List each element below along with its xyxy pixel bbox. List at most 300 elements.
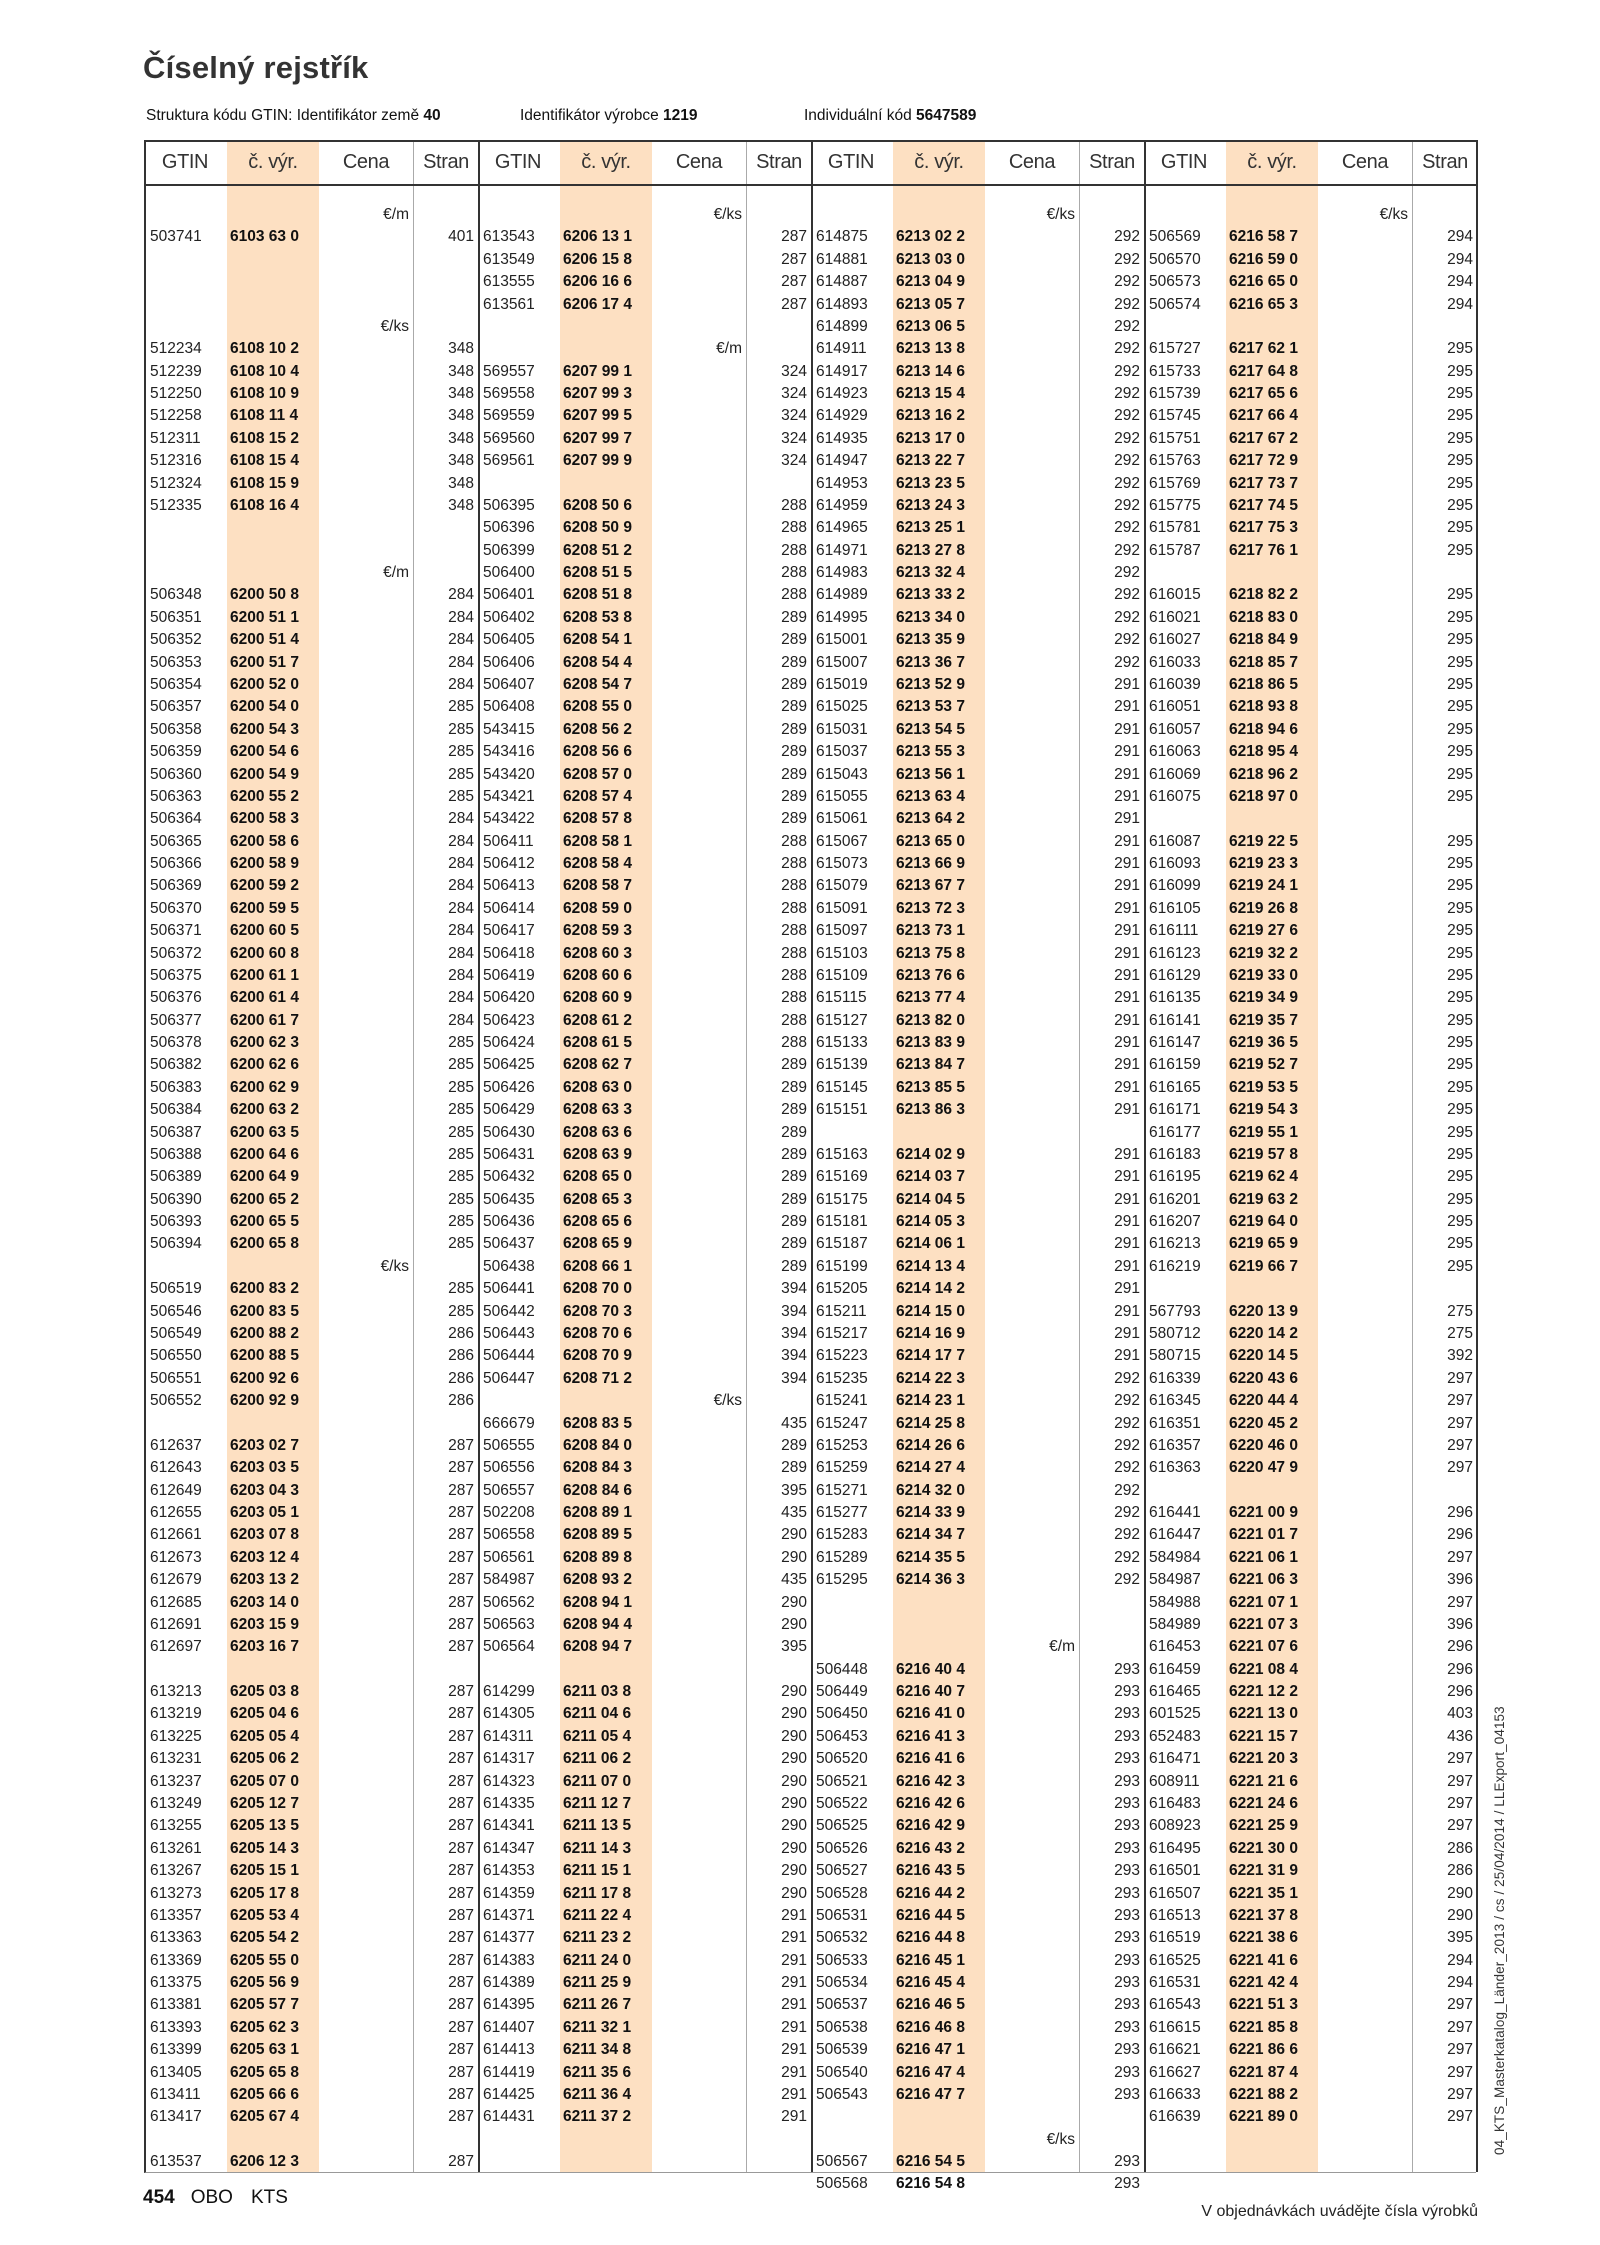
catalog-page-ref: 293 (1114, 2153, 1140, 2171)
catalog-page-ref: 284 (448, 631, 474, 649)
product-number: 6208 56 2 (563, 720, 632, 738)
gtin-code: 616105 (1149, 899, 1201, 917)
gtin-code: 502208 (483, 1504, 535, 1522)
catalog-page-ref: 289 (781, 1459, 807, 1477)
gtin-code: 506413 (483, 877, 535, 895)
catalog-page-ref: 295 (1447, 922, 1473, 940)
gtin-code: 616459 (1149, 1660, 1201, 1678)
group-divider (1144, 140, 1146, 2172)
gtin-code: 506399 (483, 541, 535, 559)
product-number: 6211 37 2 (563, 2108, 632, 2126)
price-unit-label: €/ks (1379, 206, 1408, 223)
product-number: 6221 06 1 (1229, 1548, 1298, 1566)
catalog-page-ref: 297 (1447, 1392, 1473, 1410)
catalog-page-ref: 324 (781, 407, 807, 425)
product-number: 6207 99 3 (563, 385, 632, 403)
product-number: 6211 23 2 (563, 1929, 632, 1947)
catalog-page-ref: 287 (448, 2041, 474, 2059)
product-number: 6216 59 0 (1229, 250, 1298, 268)
product-number: 6214 06 1 (896, 1235, 965, 1253)
gtin-code: 506435 (483, 1190, 535, 1208)
gtin-code: 616111 (1149, 922, 1199, 940)
catalog-page-ref: 289 (781, 1056, 807, 1074)
catalog-page-ref: 285 (448, 743, 474, 761)
catalog-page-ref: 290 (781, 1839, 807, 1857)
catalog-page-ref: 292 (1114, 362, 1140, 380)
gtin-code: 506570 (1149, 250, 1201, 268)
product-number: 6200 61 1 (230, 966, 299, 984)
gtin-code: 616531 (1149, 1974, 1201, 1992)
gtin-code: 543421 (483, 787, 535, 805)
product-number: 6216 46 5 (896, 1996, 965, 2014)
individual-code: 5647589 (916, 107, 977, 124)
product-number: 6205 04 6 (230, 1705, 299, 1723)
gtin-code: 616363 (1149, 1459, 1201, 1477)
catalog-page-ref: 284 (448, 832, 474, 850)
gtin-code: 506393 (150, 1213, 202, 1231)
product-number: 6208 66 1 (563, 1257, 632, 1275)
product-number: 6200 59 5 (230, 899, 299, 917)
gtin-code: 506447 (483, 1369, 535, 1387)
product-number: 6108 11 4 (230, 407, 299, 425)
catalog-page-ref: 435 (781, 1571, 807, 1589)
product-number: 6216 42 6 (896, 1794, 965, 1812)
gtin-code: 506562 (483, 1593, 535, 1611)
gtin-code: 506370 (150, 899, 202, 917)
gtin-code: 612661 (150, 1526, 202, 1544)
product-number: 6221 88 2 (1229, 2085, 1298, 2103)
catalog-page-ref: 297 (1447, 1817, 1473, 1835)
product-number: 6208 50 6 (563, 496, 632, 514)
catalog-page-ref: 292 (1114, 452, 1140, 470)
product-number: 6216 42 3 (896, 1772, 965, 1790)
catalog-page-ref: 394 (781, 1302, 807, 1320)
product-number: 6200 62 9 (230, 1078, 299, 1096)
gtin-code: 608923 (1149, 1817, 1201, 1835)
product-number: 6208 94 1 (563, 1593, 632, 1611)
catalog-page-ref: 295 (1447, 519, 1473, 537)
catalog-page-ref: 275 (1447, 1325, 1473, 1342)
gtin-code: 601525 (1149, 1705, 1201, 1723)
product-number: 6213 33 2 (896, 586, 965, 604)
gtin-code: 613249 (150, 1794, 202, 1812)
catalog-page-ref: 290 (781, 1548, 807, 1566)
gtin-code: 506450 (816, 1705, 868, 1723)
gtin-code: 584989 (1149, 1615, 1201, 1633)
catalog-page-ref: 293 (1114, 1794, 1140, 1812)
gtin-code: 613369 (150, 1951, 202, 1969)
product-number: 6200 65 5 (230, 1213, 299, 1231)
catalog-page-ref: 291 (781, 2063, 807, 2081)
product-number: 6200 55 2 (230, 787, 299, 805)
product-number: 6211 06 2 (563, 1750, 632, 1768)
gtin-code: 613393 (150, 2018, 202, 2036)
product-number: 6213 52 9 (896, 675, 965, 693)
catalog-page-ref: 295 (1447, 631, 1473, 649)
product-number: 6200 51 4 (230, 631, 299, 649)
product-number: 6208 70 3 (563, 1302, 632, 1320)
gtin-code: 615103 (816, 944, 868, 962)
catalog-page-ref: 291 (781, 2018, 807, 2036)
product-number: 6218 93 8 (1229, 698, 1298, 716)
product-number: 6214 27 4 (896, 1459, 965, 1477)
catalog-page-ref: 295 (1447, 496, 1473, 514)
product-number: 6200 83 5 (230, 1302, 299, 1320)
gtin-code: 613375 (150, 1974, 202, 1992)
gtin-structure-country (146, 107, 441, 125)
catalog-page-ref: 396 (1447, 1571, 1473, 1589)
gtin-code: 616135 (1149, 989, 1201, 1007)
gtin-code: 584984 (1149, 1548, 1201, 1566)
catalog-page-ref: 289 (781, 787, 807, 805)
gtin-code: 614305 (483, 1705, 535, 1723)
product-number: 6205 07 0 (230, 1772, 299, 1790)
gtin-code: 614929 (816, 407, 868, 425)
product-number: 6213 85 5 (896, 1078, 965, 1096)
product-number: 6205 06 2 (230, 1750, 299, 1768)
product-number: 6203 16 7 (230, 1638, 299, 1656)
gtin-code: 506453 (816, 1727, 868, 1745)
product-number: 6220 43 6 (1229, 1369, 1298, 1387)
price-unit-label: €/m (383, 206, 409, 223)
catalog-page-ref: 292 (1114, 474, 1140, 492)
gtin-code: 613537 (150, 2153, 202, 2171)
gtin-code: 584987 (483, 1571, 535, 1589)
product-number: 6207 99 1 (563, 362, 632, 380)
catalog-page-ref: 291 (1114, 720, 1140, 738)
catalog-page-ref: 289 (781, 1123, 807, 1141)
product-number: 6219 24 1 (1229, 877, 1298, 895)
gtin-code: 615031 (816, 720, 868, 738)
catalog-page-ref: 295 (1447, 1034, 1473, 1052)
gtin-code: 506364 (150, 810, 202, 828)
price-unit-label: €/ks (1046, 2130, 1075, 2148)
product-number: 6217 62 1 (1229, 340, 1298, 358)
product-number: 6221 21 6 (1229, 1772, 1298, 1790)
product-number: 6216 65 3 (1229, 295, 1298, 313)
product-number: 6216 58 7 (1229, 228, 1298, 246)
product-number: 6108 10 4 (230, 362, 299, 380)
catalog-page-ref: 292 (1114, 385, 1140, 403)
gtin-code: 613255 (150, 1817, 202, 1835)
product-number: 6200 65 2 (230, 1190, 299, 1208)
catalog-page-ref: 290 (781, 1526, 807, 1544)
product-number: 6213 65 0 (896, 832, 965, 850)
gtin-code: 584988 (1149, 1593, 1201, 1611)
gtin-code: 506520 (816, 1750, 868, 1768)
catalog-page-ref: 292 (1114, 653, 1140, 671)
product-number: 6221 06 3 (1229, 1571, 1298, 1589)
catalog-page-ref: 287 (448, 1593, 474, 1611)
product-number: 6214 35 5 (896, 1548, 965, 1566)
catalog-page-ref: 296 (1447, 1638, 1473, 1656)
catalog-page-ref: 294 (1447, 273, 1473, 291)
catalog-page-ref: 295 (1447, 586, 1473, 604)
catalog-page-ref: 297 (1447, 2063, 1473, 2081)
gtin-code: 506438 (483, 1257, 535, 1275)
product-number: 6213 63 4 (896, 787, 965, 805)
gtin-code: 616099 (1149, 877, 1201, 895)
catalog-page-ref: 292 (1114, 429, 1140, 447)
column-header-prod: č. výr. (581, 151, 631, 173)
gtin-code: 506412 (483, 855, 535, 873)
catalog-page-ref: 292 (1114, 295, 1140, 313)
product-number: 6221 24 6 (1229, 1794, 1298, 1812)
gtin-code: 616093 (1149, 855, 1201, 873)
product-number: 6208 62 7 (563, 1056, 632, 1074)
product-number: 6219 23 3 (1229, 855, 1298, 873)
gtin-code: 506431 (483, 1145, 535, 1163)
gtin-code: 616201 (1149, 1190, 1201, 1208)
product-number: 6205 54 2 (230, 1929, 299, 1947)
product-number: 6217 66 4 (1229, 407, 1298, 425)
gtin-code: 615007 (816, 653, 868, 671)
gtin-code: 614995 (816, 608, 868, 626)
gtin-code: 616165 (1149, 1078, 1201, 1096)
product-number: 6205 13 5 (230, 1817, 299, 1835)
catalog-page-ref: 295 (1447, 385, 1473, 403)
catalog-page-ref: 403 (1447, 1705, 1473, 1723)
product-number: 6221 07 3 (1229, 1615, 1298, 1633)
product-number: 6211 07 0 (563, 1772, 632, 1790)
product-number: 6219 62 4 (1229, 1168, 1298, 1186)
gtin-code: 614917 (816, 362, 868, 380)
product-number: 6219 63 2 (1229, 1190, 1298, 1208)
catalog-page-ref: 294 (1447, 1951, 1473, 1969)
gtin-code: 506563 (483, 1615, 535, 1633)
gtin-code: 615043 (816, 765, 868, 783)
product-number: 6200 63 5 (230, 1123, 299, 1141)
catalog-page-ref: 292 (1114, 228, 1140, 246)
catalog-page-ref: 287 (448, 1772, 474, 1790)
product-number: 6218 85 7 (1229, 653, 1298, 671)
gtin-code: 616039 (1149, 675, 1201, 693)
catalog-page-ref: 293 (1114, 2063, 1140, 2081)
product-number: 6205 57 7 (230, 1996, 299, 2014)
catalog-page-ref: 286 (448, 1347, 474, 1365)
catalog-page-ref: 292 (1114, 541, 1140, 559)
gtin-code: 506430 (483, 1123, 535, 1141)
gtin-code: 512335 (150, 496, 202, 514)
catalog-page-ref: 295 (1447, 608, 1473, 626)
product-number: 6213 24 3 (896, 496, 965, 514)
product-number: 6213 14 6 (896, 362, 965, 380)
catalog-page-ref: 289 (781, 1436, 807, 1454)
gtin-code: 614407 (483, 2018, 535, 2036)
catalog-page-ref: 348 (448, 474, 474, 492)
gtin-code: 506540 (816, 2063, 868, 2081)
gtin-code: 616465 (1149, 1683, 1201, 1701)
product-number: 6214 02 9 (896, 1145, 965, 1163)
gtin-code: 615067 (816, 832, 868, 850)
catalog-page-ref: 297 (1447, 2018, 1473, 2036)
product-number: 6208 70 9 (563, 1347, 632, 1365)
catalog-page-ref: 285 (448, 787, 474, 805)
product-number: 6205 63 1 (230, 2041, 299, 2059)
product-number: 6208 63 9 (563, 1145, 632, 1163)
catalog-page-ref: 287 (781, 295, 807, 313)
gtin-code: 569560 (483, 429, 535, 447)
catalog-page-ref: 295 (1447, 743, 1473, 761)
maker-label: Identifikátor výrobce (520, 107, 659, 124)
product-number: 6206 12 3 (230, 2153, 299, 2171)
product-number: 6200 88 2 (230, 1325, 299, 1342)
gtin-code: 506378 (150, 1034, 202, 1052)
product-number: 6216 46 8 (896, 2018, 965, 2036)
catalog-page-ref: 287 (448, 1504, 474, 1522)
product-number: 6213 83 9 (896, 1034, 965, 1052)
gtin-code: 614431 (483, 2108, 535, 2126)
catalog-page-ref: 287 (448, 2018, 474, 2036)
product-number: 6213 64 2 (896, 810, 965, 828)
gtin-code: 506376 (150, 989, 202, 1007)
gtin-code: 506375 (150, 966, 202, 984)
catalog-page-ref: 288 (781, 541, 807, 559)
gtin-code: 506401 (483, 586, 535, 604)
product-number: 6200 92 9 (230, 1392, 299, 1410)
catalog-page-ref: 295 (1447, 1235, 1473, 1253)
catalog-page-ref: 288 (781, 966, 807, 984)
gtin-code: 616543 (1149, 1996, 1201, 2014)
gtin-code: 506534 (816, 1974, 868, 1992)
catalog-page-ref: 292 (1114, 340, 1140, 358)
catalog-page-ref: 285 (448, 698, 474, 716)
catalog-page-ref: 292 (1114, 1414, 1140, 1432)
catalog-page-ref: 291 (1114, 1190, 1140, 1208)
product-number: 6221 15 7 (1229, 1727, 1298, 1745)
catalog-page-ref: 291 (1114, 1078, 1140, 1096)
catalog-page-ref: 289 (781, 765, 807, 783)
gtin-code: 506449 (816, 1683, 868, 1701)
product-number: 6220 14 2 (1229, 1325, 1298, 1342)
gtin-code: 615001 (816, 631, 868, 649)
gtin-code: 512258 (150, 407, 202, 425)
product-number: 6213 56 1 (896, 765, 965, 783)
catalog-page-ref: 284 (448, 989, 474, 1007)
product-number: 6200 61 4 (230, 989, 299, 1007)
gtin-code: 569557 (483, 362, 535, 380)
side-export-text: 04_KTS_Masterkatalog_Länder_2013 / cs / 25/04/2014 / LLExport_04153 (1492, 1706, 1507, 2155)
gtin-code: 616171 (1149, 1101, 1201, 1119)
catalog-page-ref: 285 (448, 1280, 474, 1298)
product-number: 6208 61 5 (563, 1034, 632, 1052)
product-number: 6208 55 0 (563, 698, 632, 716)
gtin-code: 616087 (1149, 832, 1201, 850)
catalog-page-ref: 324 (781, 362, 807, 380)
product-number: 6108 16 4 (230, 496, 299, 514)
gtin-code: 615175 (816, 1190, 868, 1208)
catalog-page-ref: 294 (1447, 228, 1473, 246)
product-number: 6211 35 6 (563, 2063, 632, 2081)
gtin-code: 506531 (816, 1906, 868, 1924)
catalog-page-ref: 297 (1447, 2108, 1473, 2126)
catalog-page-ref: 285 (448, 720, 474, 738)
catalog-page-ref: 292 (1114, 608, 1140, 626)
gtin-code: 506525 (816, 1817, 868, 1835)
gtin-code: 616195 (1149, 1168, 1201, 1186)
gtin-code: 616495 (1149, 1839, 1201, 1857)
catalog-page-ref: 286 (1447, 1862, 1473, 1880)
gtin-code: 613555 (483, 273, 535, 291)
product-number: 6200 58 9 (230, 855, 299, 873)
catalog-page-ref: 392 (1447, 1347, 1473, 1365)
gtin-code: 616207 (1149, 1213, 1201, 1231)
product-number: 6221 85 8 (1229, 2018, 1298, 2036)
gtin-code: 616015 (1149, 586, 1201, 604)
product-number: 6208 57 8 (563, 810, 632, 828)
product-number: 6206 17 4 (563, 295, 632, 313)
catalog-page-ref: 292 (1114, 407, 1140, 425)
product-number: 6200 51 7 (230, 653, 299, 671)
gtin-code: 580712 (1149, 1325, 1201, 1342)
catalog-page-ref: 292 (1114, 1526, 1140, 1544)
catalog-page-ref: 287 (448, 1436, 474, 1454)
catalog-page-ref: 295 (1447, 787, 1473, 805)
catalog-page-ref: 291 (1114, 1056, 1140, 1074)
gtin-code: 506522 (816, 1794, 868, 1812)
catalog-page-ref: 291 (1114, 1213, 1140, 1231)
product-number: 6217 74 5 (1229, 496, 1298, 514)
catalog-page-ref: 285 (448, 765, 474, 783)
catalog-page-ref: 291 (1114, 1280, 1140, 1298)
product-number: 6214 36 3 (896, 1571, 965, 1589)
gtin-code: 613357 (150, 1906, 202, 1924)
catalog-page-ref: 297 (1447, 1436, 1473, 1454)
catalog-page-ref: 401 (448, 228, 474, 246)
catalog-page-ref: 284 (448, 922, 474, 940)
gtin-code: 614353 (483, 1862, 535, 1880)
gtin-code: 615727 (1149, 340, 1201, 358)
gtin-code: 543420 (483, 765, 535, 783)
gtin-code: 584987 (1149, 1571, 1201, 1589)
product-number: 6216 47 7 (896, 2085, 965, 2103)
product-number: 6218 95 4 (1229, 743, 1298, 761)
product-number: 6219 53 5 (1229, 1078, 1298, 1096)
product-number: 6219 33 0 (1229, 966, 1298, 984)
gtin-code: 506443 (483, 1325, 535, 1342)
gtin-code: 506569 (1149, 228, 1201, 246)
catalog-page-ref: 324 (781, 452, 807, 470)
product-number: 6213 17 0 (896, 429, 965, 447)
product-number: 6219 22 5 (1229, 832, 1298, 850)
product-number: 6216 54 5 (896, 2153, 965, 2171)
product-number: 6203 12 4 (230, 1548, 299, 1566)
gtin-code: 543422 (483, 810, 535, 828)
product-number: 6208 57 4 (563, 787, 632, 805)
product-number: 6214 17 7 (896, 1347, 965, 1365)
product-number: 6203 02 7 (230, 1436, 299, 1454)
product-number: 6219 26 8 (1229, 899, 1298, 917)
product-number: 6208 60 6 (563, 966, 632, 984)
catalog-page-ref: 290 (781, 1750, 807, 1768)
product-number: 6213 67 7 (896, 877, 965, 895)
gtin-code: 512316 (150, 452, 202, 470)
gtin-code: 616615 (1149, 2018, 1201, 2036)
product-number: 6219 66 7 (1229, 1257, 1298, 1275)
catalog-page-ref: 293 (1114, 1817, 1140, 1835)
catalog-page-ref: 394 (781, 1325, 807, 1342)
individual-label: Individuální kód (804, 107, 912, 124)
product-number: 6208 89 1 (563, 1504, 632, 1522)
catalog-page-ref: 291 (1114, 1302, 1140, 1320)
catalog-page-ref: 292 (1114, 519, 1140, 537)
catalog-page-ref: 297 (1447, 2041, 1473, 2059)
catalog-page-ref: 289 (781, 675, 807, 693)
catalog-page-ref: 286 (448, 1325, 474, 1342)
product-number: 6213 84 7 (896, 1056, 965, 1074)
catalog-page-ref: 289 (781, 1235, 807, 1253)
gtin-code: 616507 (1149, 1884, 1201, 1902)
